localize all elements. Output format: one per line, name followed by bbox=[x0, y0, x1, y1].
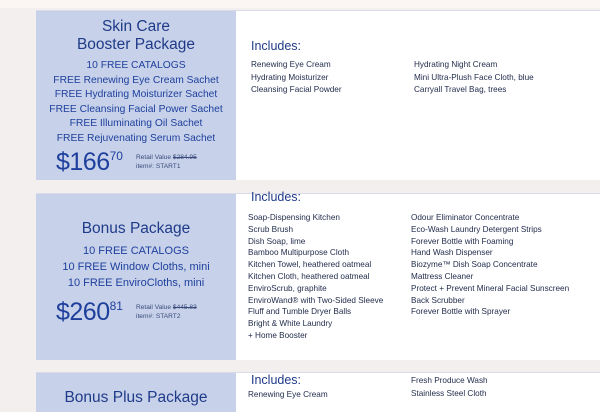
included-product: Hydrating Night Cream bbox=[414, 60, 498, 69]
package-card-skin-care bbox=[36, 10, 600, 180]
retail-info bbox=[136, 153, 197, 171]
included-product: Back Scrubber bbox=[411, 295, 465, 305]
package-title bbox=[36, 389, 236, 407]
free-item: 10 FREE Window Cloths, mini bbox=[62, 261, 210, 273]
includes-column-1 bbox=[248, 212, 383, 342]
included-product: EnviroWand® with Two-Sided Sleeve bbox=[248, 295, 384, 305]
item-number: START1 bbox=[155, 163, 181, 170]
included-product: Kitchen Towel, heathered oatmeal bbox=[248, 260, 372, 270]
free-item: 10 FREE CATALOGS bbox=[83, 245, 189, 257]
price-dollars: 260 bbox=[69, 298, 110, 326]
free-item: 10 FREE EnviroCloths, mini bbox=[67, 277, 205, 289]
included-product: Fluff and Tumble Dryer Balls bbox=[248, 307, 352, 317]
included-product: + Home Booster bbox=[248, 330, 308, 340]
includes-column-2 bbox=[411, 212, 569, 318]
included-product: EnviroScrub, graphite bbox=[248, 283, 327, 293]
price-currency: $ bbox=[56, 148, 70, 176]
free-item: FREE Cleansing Facial Power Sachet bbox=[49, 103, 223, 115]
included-product: Bright & White Laundry bbox=[248, 319, 333, 329]
free-item: FREE Rejuvenating Serum Sachet bbox=[56, 132, 216, 144]
price-dollars: 166 bbox=[69, 148, 110, 176]
package-title bbox=[36, 220, 236, 238]
package-summary-panel bbox=[36, 194, 236, 360]
included-product: Renewing Eye Cream bbox=[251, 60, 331, 69]
retail-label: Retail Value bbox=[136, 154, 172, 161]
included-product: Fresh Produce Wash bbox=[411, 376, 488, 385]
included-product: Hand Wash Dispenser bbox=[411, 248, 493, 258]
includes-heading: Includes: bbox=[251, 39, 302, 53]
retail-label: Retail Value bbox=[136, 304, 172, 311]
price-block bbox=[56, 297, 226, 331]
included-product: Protect + Prevent Mineral Facial Sunscreen bbox=[411, 283, 570, 293]
includes-column-1 bbox=[251, 59, 342, 97]
retail-value: $445.83 bbox=[172, 304, 197, 311]
included-product: Mini Ultra-Plush Face Cloth, blue bbox=[414, 72, 534, 82]
item-number-label: item#: bbox=[136, 313, 154, 320]
package-summary-panel bbox=[36, 11, 236, 180]
included-product: Stainless Steel Cloth bbox=[411, 388, 487, 398]
package-card-bonus-plus bbox=[36, 372, 600, 412]
free-item: FREE Hydrating Moisturizer Sachet bbox=[54, 89, 218, 101]
included-product: Carryall Travel Bag, trees bbox=[414, 85, 507, 94]
top-strip bbox=[0, 0, 600, 8]
included-product: Dish Soap, lime bbox=[248, 236, 306, 246]
item-number-label: item#: bbox=[136, 163, 154, 170]
free-item: FREE Renewing Eye Cream Sachet bbox=[53, 74, 219, 86]
includes-column-2 bbox=[411, 375, 488, 400]
retail-info bbox=[136, 303, 197, 321]
included-product: Odour Eliminator Concentrate bbox=[411, 213, 520, 222]
package-title-line: Booster Package bbox=[76, 36, 196, 53]
free-item: 10 FREE CATALOGS bbox=[86, 60, 186, 71]
free-items-list bbox=[36, 243, 236, 291]
included-product: Cleansing Facial Powder bbox=[251, 85, 342, 94]
package-title bbox=[36, 18, 236, 54]
included-product: Forever Bottle with Foaming bbox=[411, 236, 514, 246]
included-product: Renewing Eye Cream bbox=[248, 390, 328, 399]
item-number: START2 bbox=[155, 313, 181, 320]
package-title-line: Skin Care bbox=[101, 18, 171, 35]
included-product: Soap-Dispensing Kitchen bbox=[248, 213, 340, 222]
free-items-list bbox=[36, 59, 236, 147]
included-product: Forever Bottle with Sprayer bbox=[411, 307, 511, 317]
retail-value: $284.95 bbox=[172, 154, 197, 161]
package-summary-panel bbox=[36, 373, 236, 412]
price-cents: 81 bbox=[109, 299, 123, 313]
included-product: Scrub Brush bbox=[248, 224, 294, 234]
price-cents: 70 bbox=[109, 149, 123, 163]
package-card-bonus bbox=[36, 190, 600, 360]
price-currency: $ bbox=[56, 298, 70, 326]
free-item: FREE Illuminating Oil Sachet bbox=[69, 118, 203, 130]
package-price bbox=[56, 147, 123, 177]
included-product: Biozyme™ Dish Soap Concentrate bbox=[411, 260, 538, 270]
included-product: Kitchen Cloth, heathered oatmeal bbox=[248, 271, 370, 281]
package-title-line: Bonus Package bbox=[81, 220, 191, 237]
includes-column-2 bbox=[414, 59, 534, 97]
included-product: Mattress Cleaner bbox=[411, 271, 474, 281]
included-product: Hydrating Moisturizer bbox=[251, 72, 329, 82]
package-title-line: Bonus Plus Package bbox=[64, 389, 208, 406]
price-block bbox=[56, 147, 226, 181]
included-product: Bamboo Multipurpose Cloth bbox=[248, 248, 350, 258]
includes-heading: Includes: bbox=[251, 190, 302, 204]
included-product: Eco-Wash Laundry Detergent Strips bbox=[411, 224, 542, 234]
includes-heading: Includes: bbox=[251, 373, 302, 387]
package-price bbox=[56, 297, 123, 327]
